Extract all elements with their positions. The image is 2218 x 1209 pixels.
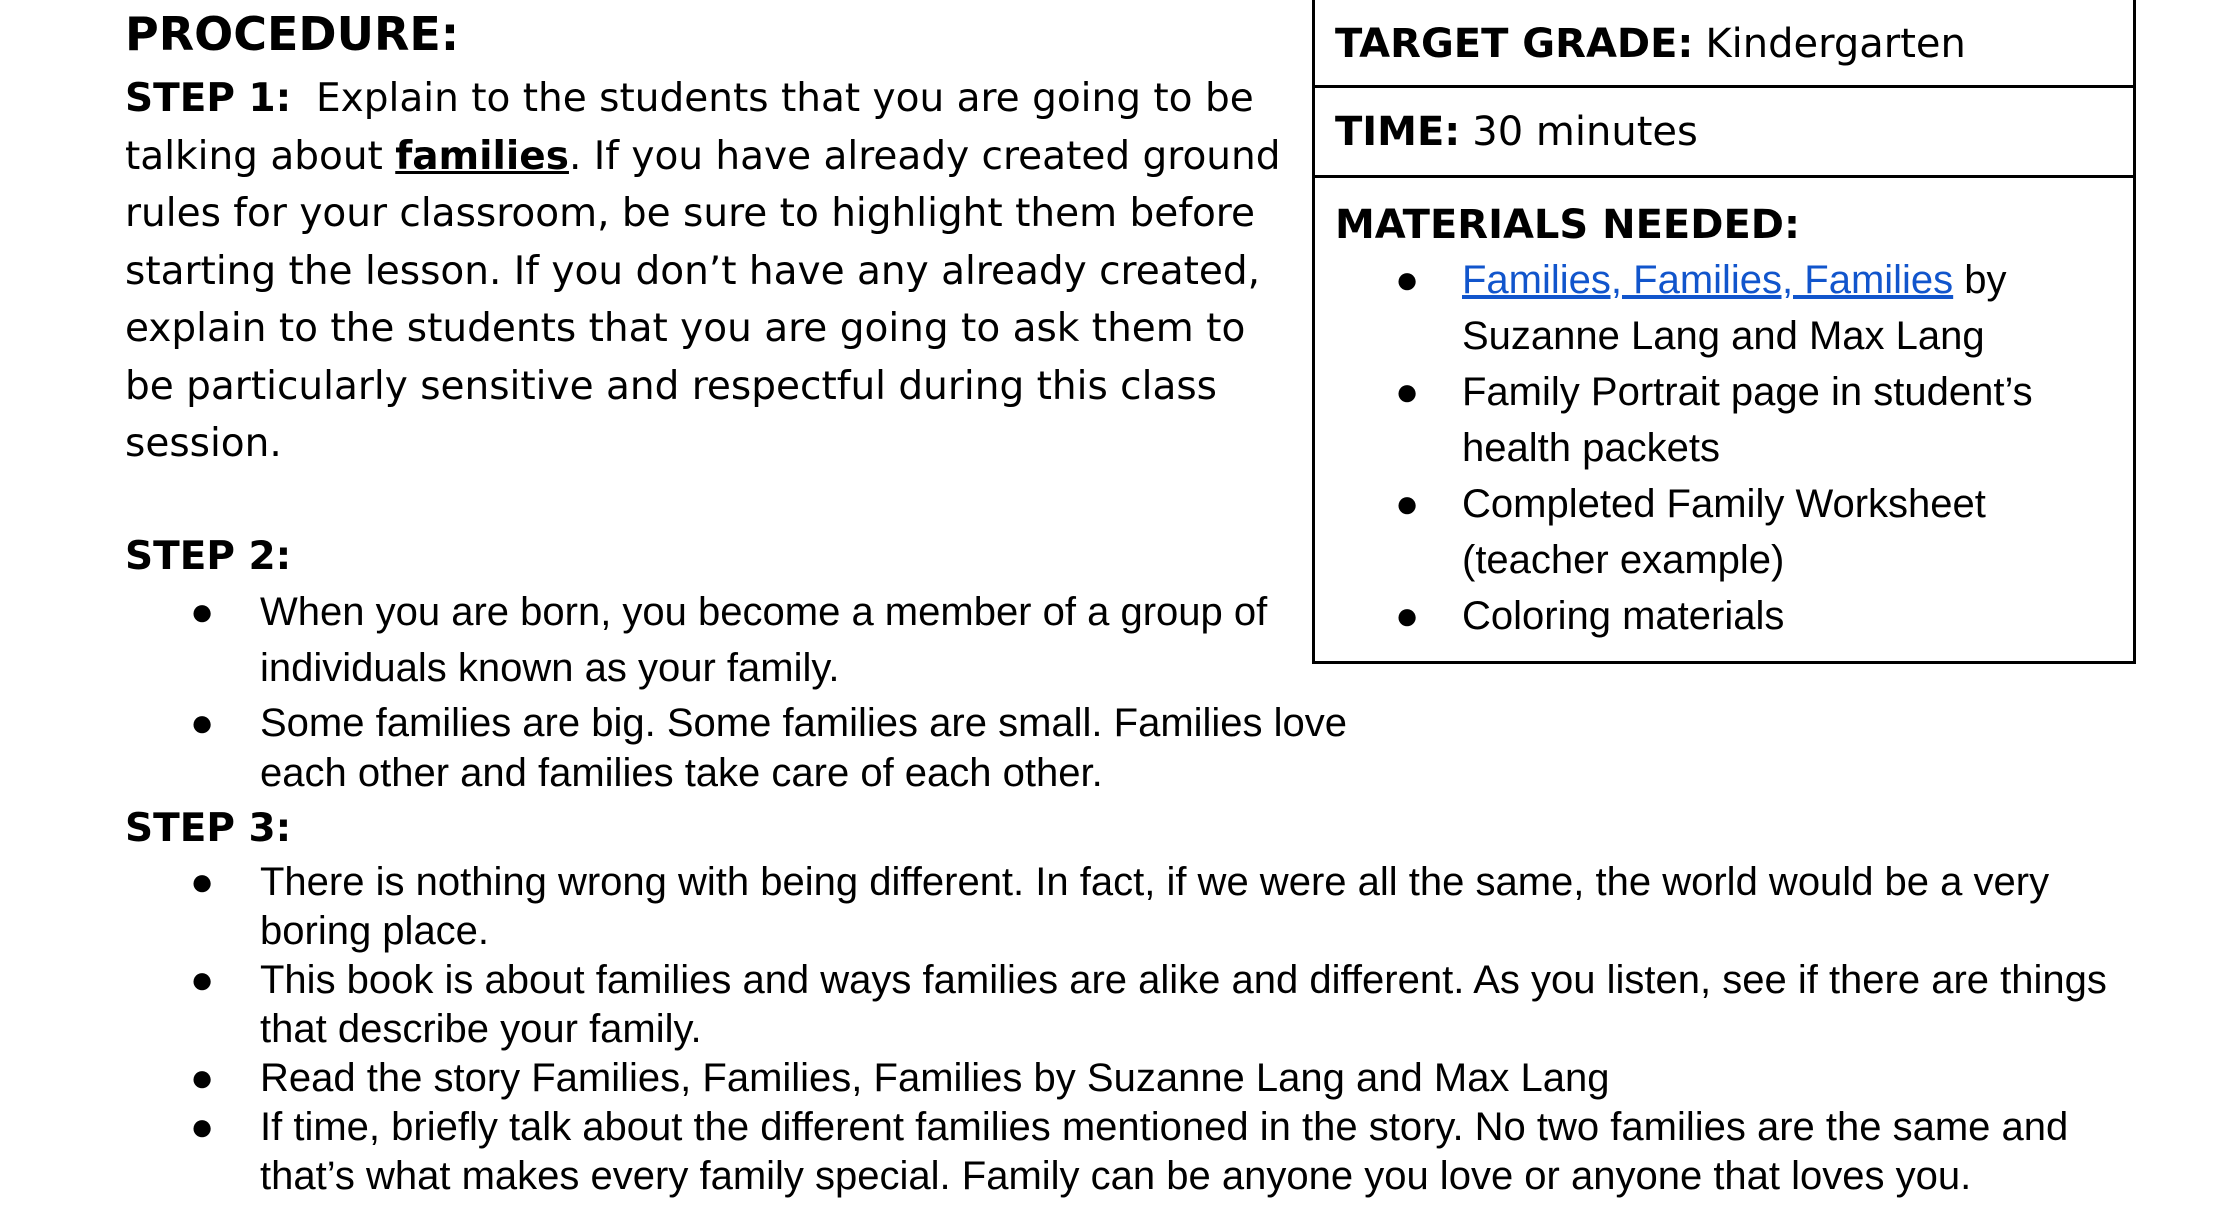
bullet-icon: ● (190, 1056, 215, 1100)
list-item (1395, 476, 2133, 588)
step-3-bullet-4: If time, briefly talk about the different families mentioned in the story. No two families are the same and that’s what makes every family special. Family can be anyone you love or anyone that loves you. (260, 1105, 2069, 1198)
families-keyword: families (395, 133, 569, 179)
bullet-icon: ● (190, 590, 215, 634)
step-2-label: STEP 2: (125, 534, 292, 579)
bullet-icon: ● (190, 1105, 215, 1149)
time-label: TIME: (1335, 108, 1461, 155)
material-item-4: Coloring materials (1462, 594, 1785, 638)
step-1-text-after: . If you have already created ground rules for your classroom, be sure to highlight them before starting the lesson. If you don’t have any already created, explain to the students that you are going to ask them to be particularly sensitive and respectful during this class session. (125, 133, 1281, 466)
time-value: 30 minutes (1472, 108, 1698, 155)
bullet-icon: ● (1395, 258, 1420, 302)
material-item-2: Family Portrait page in student’s health packets (1462, 370, 2033, 470)
step-3-bullet-3: Read the story Families, Families, Families by Suzanne Lang and Max Lang (260, 1056, 1610, 1100)
list-item (190, 584, 1390, 696)
list-item (190, 698, 1390, 798)
materials-needed-label: MATERIALS NEEDED: (1335, 202, 1800, 248)
list-item (1395, 252, 2133, 364)
book-title-link[interactable]: Families, Families, Families (1462, 258, 1954, 302)
list-item (190, 1054, 2150, 1103)
step-3-bullet-list (190, 858, 2150, 1201)
bullet-icon: ● (190, 958, 215, 1002)
procedure-heading: PROCEDURE: (125, 7, 460, 61)
material-item-1-rest: by Suzanne Lang and Max Lang (1462, 258, 2007, 358)
step-3-bullet-2: This book is about families and ways families are alike and different. As you listen, see if there are things that describe your family. (260, 958, 2107, 1051)
target-grade-label: TARGET GRADE: (1335, 21, 1694, 67)
bullet-icon: ● (190, 860, 215, 904)
step-2-bullet-1: When you are born, you become a member of a group of individuals known as your family. (260, 590, 1268, 690)
list-item (190, 956, 2150, 1054)
bullet-icon: ● (190, 701, 215, 745)
list-item (190, 858, 2150, 956)
step-3-label: STEP 3: (125, 806, 292, 851)
material-item-3: Completed Family Worksheet (teacher example) (1462, 482, 1986, 582)
bullet-icon: ● (1395, 482, 1420, 526)
time-row (1315, 88, 2133, 178)
lesson-info-box (1312, 0, 2136, 664)
materials-list (1315, 252, 2133, 644)
bullet-icon: ● (1395, 370, 1420, 414)
list-item (1395, 588, 2133, 644)
step-1-label: STEP 1: (125, 76, 292, 121)
step-3-bullet-1: There is nothing wrong with being different. In fact, if we were all the same, the world would be a very boring place. (260, 860, 2050, 953)
list-item (190, 1103, 2150, 1201)
list-item (1395, 364, 2133, 476)
step-2-bullet-2: Some families are big. Some families are small. Families love each other and families take care of each other. (260, 701, 1348, 795)
step-1-paragraph (125, 70, 1300, 473)
step-1-text-before: Explain to the students that you are going to be talking about (125, 76, 1254, 179)
target-grade-value: Kindergarten (1705, 21, 1966, 67)
bullet-icon: ● (1395, 594, 1420, 638)
step-2-bullet-list (190, 584, 1390, 798)
target-grade-row (1315, 0, 2133, 88)
